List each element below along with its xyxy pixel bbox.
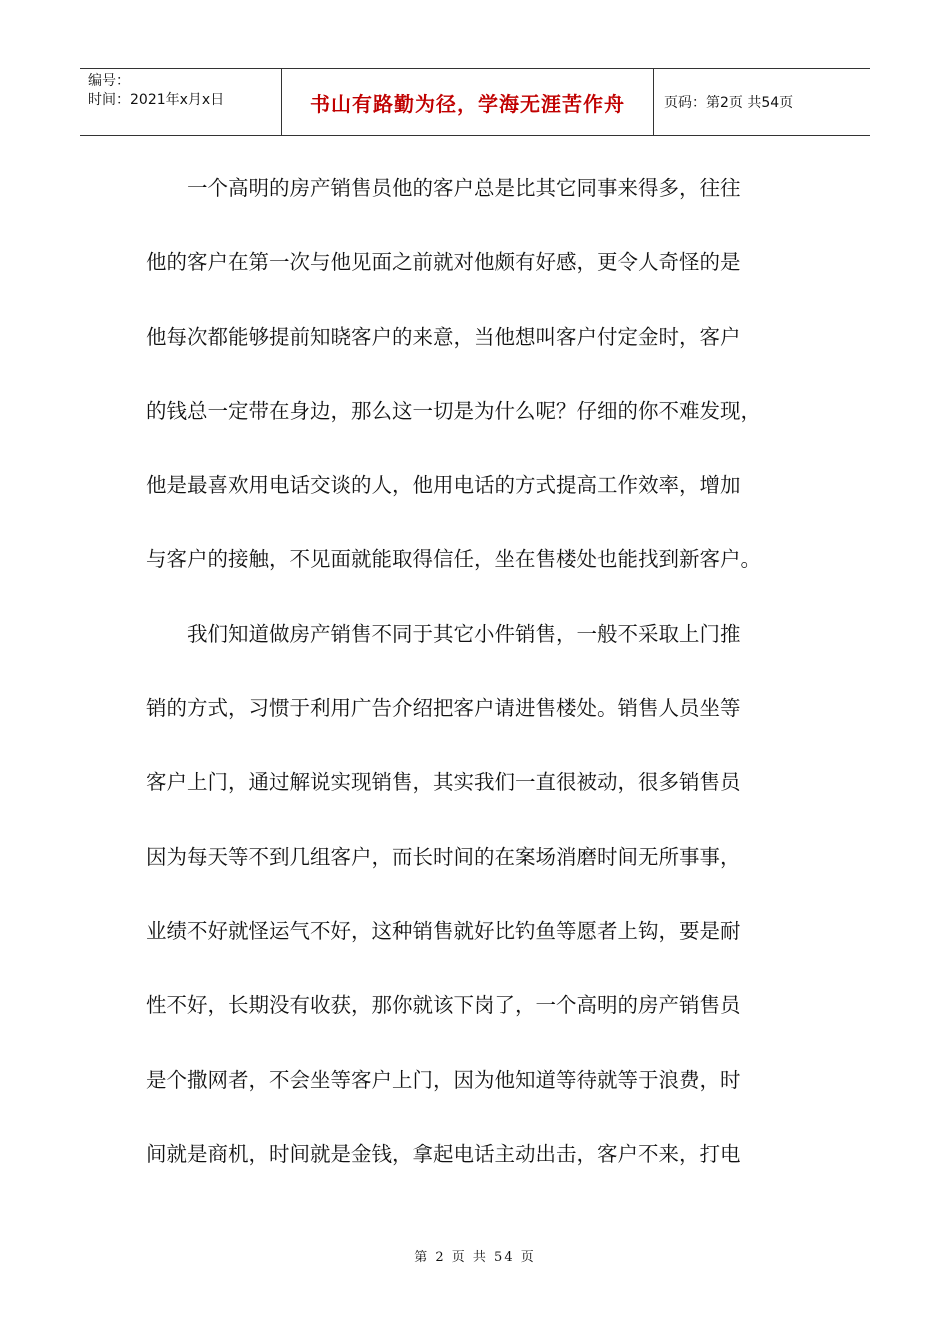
time-label: 时间：2021年x月x日 xyxy=(88,92,225,108)
body-line: 间就是商机，时间就是金钱，拿起电话主动出击，客户不来，打电 xyxy=(146,1141,741,1166)
body-line: 与客户的接触，不见面就能取得信任，坐在售楼处也能找到新客户。 xyxy=(146,547,761,572)
body-line: 一个高明的房产销售员他的客户总是比其它同事来得多，往往 xyxy=(187,176,741,200)
body-line: 他每次都能够提前知晓客户的来意，当他想叫客户付定金时，客户 xyxy=(146,324,741,349)
body-line: 性不好，长期没有收获，那你就该下岗了，一个高明的房产销售员 xyxy=(146,993,741,1018)
serial-label: 编号： xyxy=(88,73,130,89)
header-motto: 书山有路勤为径，学海无涯苦作舟 xyxy=(282,69,654,135)
body-line: 因为每天等不到几组客户，而长时间的在案场消磨时间无所事事， xyxy=(146,844,741,869)
document-body xyxy=(146,151,806,1191)
document-header xyxy=(80,68,870,136)
body-line: 我们知道做房产销售不同于其它小件销售，一般不采取上门推 xyxy=(187,621,741,646)
body-line: 业绩不好就怪运气不好，这种销售就好比钓鱼等愿者上钩，要是耐 xyxy=(146,918,741,943)
page-footer: 第 2 页 共 54 页 xyxy=(414,1250,536,1265)
body-line: 客户上门，通过解说实现销售，其实我们一直很被动，很多销售员 xyxy=(146,770,741,795)
body-line: 销的方式，习惯于利用广告介绍把客户请进售楼处。销售人员坐等 xyxy=(146,696,741,721)
header-page-info: 页码：第2页 共54页 xyxy=(664,95,794,111)
body-line: 他是最喜欢用电话交谈的人，他用电话的方式提高工作效率，增加 xyxy=(146,473,741,498)
body-line: 是个撒网者，不会坐等客户上门，因为他知道等待就等于浪费，时 xyxy=(146,1067,741,1092)
body-line: 的钱总一定带在身边，那么这一切是为什么呢？仔细的你不难发现， xyxy=(146,398,761,423)
header-meta xyxy=(80,69,282,135)
body-line: 他的客户在第一次与他见面之前就对他颇有好感，更令人奇怪的是 xyxy=(146,250,741,275)
